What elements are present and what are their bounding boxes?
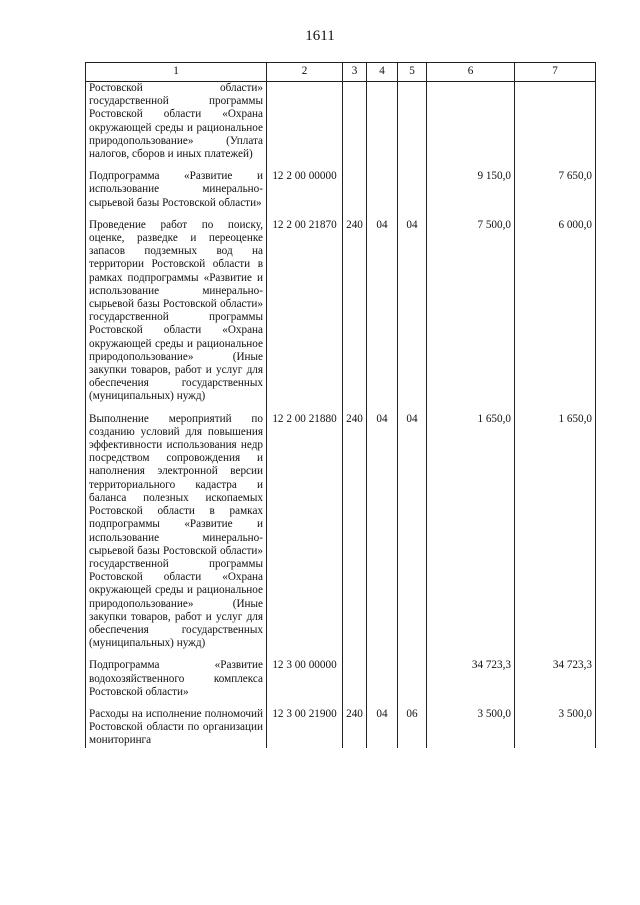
table-row (86, 659, 596, 699)
row-subsection: 06 (398, 708, 427, 748)
row-expense-type: 240 (343, 413, 367, 651)
row-target-article: 12 2 00 21870 (267, 219, 343, 404)
budget-table (85, 62, 596, 748)
row-subsection: 04 (398, 413, 427, 651)
row-description: Подпрограмма «Развитие водохозяйственного комплекса Ростовской области» (86, 659, 267, 699)
row-expense-type: 240 (343, 708, 367, 748)
column-header: 5 (398, 63, 427, 82)
row-expense-type: 240 (343, 219, 367, 404)
row-amount-2: 3 500,0 (515, 708, 596, 748)
table-row (86, 413, 596, 651)
row-target-article: 12 2 00 00000 (267, 170, 343, 210)
row-target-article: 12 3 00 00000 (267, 659, 343, 699)
header-row (86, 63, 596, 82)
row-subsection (398, 82, 427, 162)
column-header: 4 (367, 63, 398, 82)
table-row (86, 708, 596, 748)
column-header: 7 (515, 63, 596, 82)
row-section: 04 (367, 219, 398, 404)
column-header: 1 (86, 63, 267, 82)
row-amount-1: 1 650,0 (427, 413, 515, 651)
table-row (86, 219, 596, 404)
row-target-article: 12 2 00 21880 (267, 413, 343, 651)
row-amount-1: 3 500,0 (427, 708, 515, 748)
row-section: 04 (367, 708, 398, 748)
row-target-article: 12 3 00 21900 (267, 708, 343, 748)
row-spacer (86, 650, 596, 659)
page-number: 1611 (305, 28, 335, 44)
row-description: Выполнение мероприятий по созданию условий для повышения эффективности использования недр посредством сопровождения и наполнения электронной версии территориального кадастра и баланса полезных ископаемых Ростовской области в рамках подпрограммы «Развитие и использование минерально-сырьевой базы Ростовской области» государственной программы Ростовской области «Охрана окружающей среды и рациональное природопользование» (Иные закупки товаров, работ и услуг для обеспечения государственных (муниципальных) нужд) (86, 413, 267, 651)
row-description: Ростовской области» государственной программы Ростовской области «Охрана окружающей среды и рациональное природопользование» (Уплата налогов, сборов и иных платежей) (86, 82, 267, 162)
row-amount-1: 7 500,0 (427, 219, 515, 404)
column-header: 2 (267, 63, 343, 82)
row-section (367, 659, 398, 699)
row-amount-1: 9 150,0 (427, 170, 515, 210)
row-description: Проведение работ по поиску, оценке, разведке и переоценке запасов подземных вод на территории Ростовской области в рамках подпрограммы «Развитие и использование минерально-сырьевой базы Ростовской области» государственной программы Ростовской области «Охрана окружающей среды и рациональное природопользование» (Иные закупки товаров, работ и услуг для обеспечения государственных (муниципальных) нужд) (86, 219, 267, 404)
row-description: Расходы на исполнение полномочий Ростовской области по организации мониторинга (86, 708, 267, 748)
row-amount-2: 6 000,0 (515, 219, 596, 404)
row-amount-1 (427, 82, 515, 162)
row-spacer (86, 699, 596, 708)
row-amount-2: 7 650,0 (515, 170, 596, 210)
column-header: 6 (427, 63, 515, 82)
row-subsection (398, 659, 427, 699)
row-amount-1: 34 723,3 (427, 659, 515, 699)
row-spacer (86, 210, 596, 219)
row-subsection: 04 (398, 219, 427, 404)
row-target-article (267, 82, 343, 162)
row-spacer (86, 404, 596, 413)
row-description: Подпрограмма «Развитие и использование минерально-сырьевой базы Ростовской области» (86, 170, 267, 210)
row-section (367, 170, 398, 210)
table-row (86, 170, 596, 210)
row-section: 04 (367, 413, 398, 651)
row-amount-2: 34 723,3 (515, 659, 596, 699)
row-amount-2 (515, 82, 596, 162)
row-expense-type (343, 659, 367, 699)
row-expense-type (343, 170, 367, 210)
row-expense-type (343, 82, 367, 162)
column-header: 3 (343, 63, 367, 82)
row-spacer (86, 161, 596, 170)
table-row (86, 82, 596, 162)
row-section (367, 82, 398, 162)
row-subsection (398, 170, 427, 210)
row-amount-2: 1 650,0 (515, 413, 596, 651)
